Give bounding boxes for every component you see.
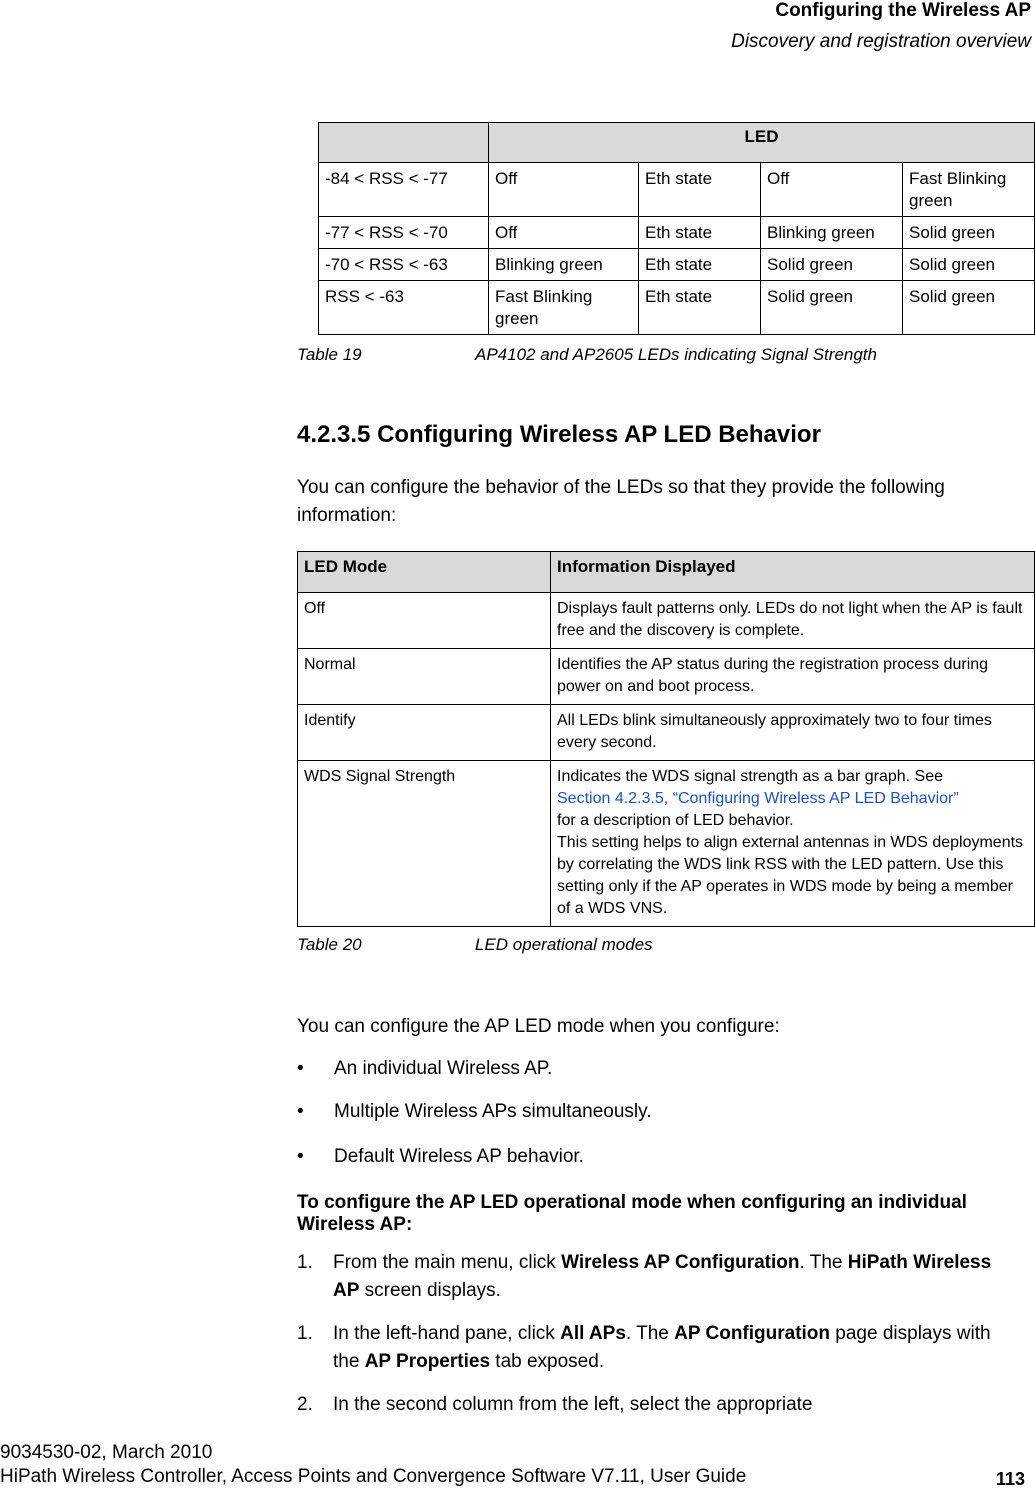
footer-title: HiPath Wireless Controller, Access Points and Convergence Software V7.11, User Guide bbox=[0, 1466, 747, 1487]
procedure-step: 1. From the main menu, click Wireless AP Configuration. The HiPath Wireless AP screen displays. bbox=[297, 1252, 992, 1301]
table-cell: -70 < RSS < -63 bbox=[319, 249, 489, 281]
bullet-icon: • bbox=[297, 1101, 304, 1122]
footer-doc-id: 9034530-02, March 2010 bbox=[0, 1442, 213, 1463]
caption-number: Table 19 bbox=[297, 345, 362, 364]
wds-info-text: for a description of LED behavior. bbox=[557, 812, 794, 829]
wds-info-extra: This setting helps to align external antennas in WDS deployments by correlating the WDS link RSS with the LED pattern. Use this setting only if the AP operates in WDS mode by being a member of a WDS VNS. bbox=[557, 834, 1024, 917]
bullet-icon: • bbox=[297, 1058, 304, 1079]
table-row bbox=[319, 281, 1035, 335]
table-cell: Solid green bbox=[903, 249, 1035, 281]
signal-strength-led-table bbox=[318, 122, 1035, 335]
table-row bbox=[319, 163, 1035, 217]
table-cell: Off bbox=[489, 163, 639, 217]
table-cell: Off bbox=[489, 217, 639, 249]
table-cell: Displays fault patterns only. LEDs do not light when the AP is fault free and the discovery is complete. bbox=[551, 593, 1035, 649]
table-cell: Fast Blinking green bbox=[903, 163, 1035, 217]
table-cell: WDS Signal Strength bbox=[298, 761, 551, 927]
procedure-step: 1. In the left-hand pane, click All APs. The AP Configuration page displays with the AP Properties tab exposed. bbox=[297, 1323, 991, 1372]
running-header-chapter: Configuring the Wireless AP bbox=[775, 0, 1031, 21]
table-cell: RSS < -63 bbox=[319, 281, 489, 335]
table-cell: Eth state bbox=[639, 217, 761, 249]
ui-reference: Wireless AP Configuration bbox=[561, 1252, 800, 1273]
list-item: • Default Wireless AP behavior. bbox=[297, 1146, 584, 1167]
table-cell: Blinking green bbox=[489, 249, 639, 281]
section-cross-reference-link[interactable]: Section 4.2.3.5, “Configuring Wireless AP LED Behavior” bbox=[557, 790, 959, 807]
table-cell: Blinking green bbox=[761, 217, 903, 249]
table-cell: Solid green bbox=[761, 281, 903, 335]
table-header-information: Information Displayed bbox=[551, 552, 1035, 593]
table-header-row bbox=[298, 552, 1035, 593]
table-header-row bbox=[319, 123, 1035, 163]
ui-reference: AP Configuration bbox=[674, 1323, 831, 1344]
running-header-section: Discovery and registration overview bbox=[731, 31, 1031, 52]
table-cell: Off bbox=[298, 593, 551, 649]
table-row bbox=[319, 217, 1035, 249]
table-cell: Identify bbox=[298, 705, 551, 761]
table-cell: Solid green bbox=[903, 217, 1035, 249]
table-row bbox=[298, 761, 1035, 927]
table-row bbox=[298, 649, 1035, 705]
table-20-caption bbox=[297, 935, 997, 957]
table-header-led-mode: LED Mode bbox=[298, 552, 551, 593]
table-row bbox=[298, 705, 1035, 761]
table-cell: Eth state bbox=[639, 249, 761, 281]
table-cell: Fast Blinking green bbox=[489, 281, 639, 335]
table-cell: Off bbox=[761, 163, 903, 217]
wds-info-text: Indicates the WDS signal strength as a bar graph. See bbox=[557, 768, 943, 785]
configure-intro: You can configure the AP LED mode when you configure: bbox=[297, 1016, 780, 1037]
table-cell: -77 < RSS < -70 bbox=[319, 217, 489, 249]
led-modes-table bbox=[297, 551, 1035, 927]
table-cell: Solid green bbox=[903, 281, 1035, 335]
ui-reference: AP Properties bbox=[364, 1351, 491, 1372]
table-cell: Normal bbox=[298, 649, 551, 705]
list-item: • An individual Wireless AP. bbox=[297, 1058, 553, 1079]
table-cell bbox=[551, 761, 1035, 927]
table-cell: All LEDs blink simultaneously approximately two to four times every second. bbox=[551, 705, 1035, 761]
ui-reference: HiPath Wireless AP bbox=[333, 1252, 992, 1301]
caption-text: AP4102 and AP2605 LEDs indicating Signal Strength bbox=[475, 345, 877, 364]
procedure-step: 2. In the second column from the left, select the appropriate bbox=[297, 1394, 813, 1415]
table-header-led: LED bbox=[489, 123, 1035, 163]
table-row bbox=[319, 249, 1035, 281]
table-cell: Eth state bbox=[639, 163, 761, 217]
table-cell: Solid green bbox=[761, 249, 903, 281]
page-number: 113 bbox=[996, 1469, 1026, 1489]
list-item: • Multiple Wireless APs simultaneously. bbox=[297, 1101, 652, 1122]
section-heading: 4.2.3.5 Configuring Wireless AP LED Behavior bbox=[297, 421, 821, 448]
bullet-icon: • bbox=[297, 1146, 304, 1167]
caption-text: LED operational modes bbox=[475, 935, 653, 954]
table-header-empty bbox=[319, 123, 489, 163]
ui-reference: All APs bbox=[560, 1323, 626, 1344]
table-cell: Identifies the AP status during the registration process during power on and boot process. bbox=[551, 649, 1035, 705]
table-19-caption bbox=[297, 345, 997, 367]
caption-number: Table 20 bbox=[297, 935, 362, 954]
table-cell: Eth state bbox=[639, 281, 761, 335]
table-row bbox=[298, 593, 1035, 649]
procedure-heading: To configure the AP LED operational mode when configuring an individual Wireless AP: bbox=[297, 1192, 967, 1235]
table-cell: -84 < RSS < -77 bbox=[319, 163, 489, 217]
section-intro: You can configure the behavior of the LEDs so that they provide the following information: bbox=[297, 477, 945, 526]
